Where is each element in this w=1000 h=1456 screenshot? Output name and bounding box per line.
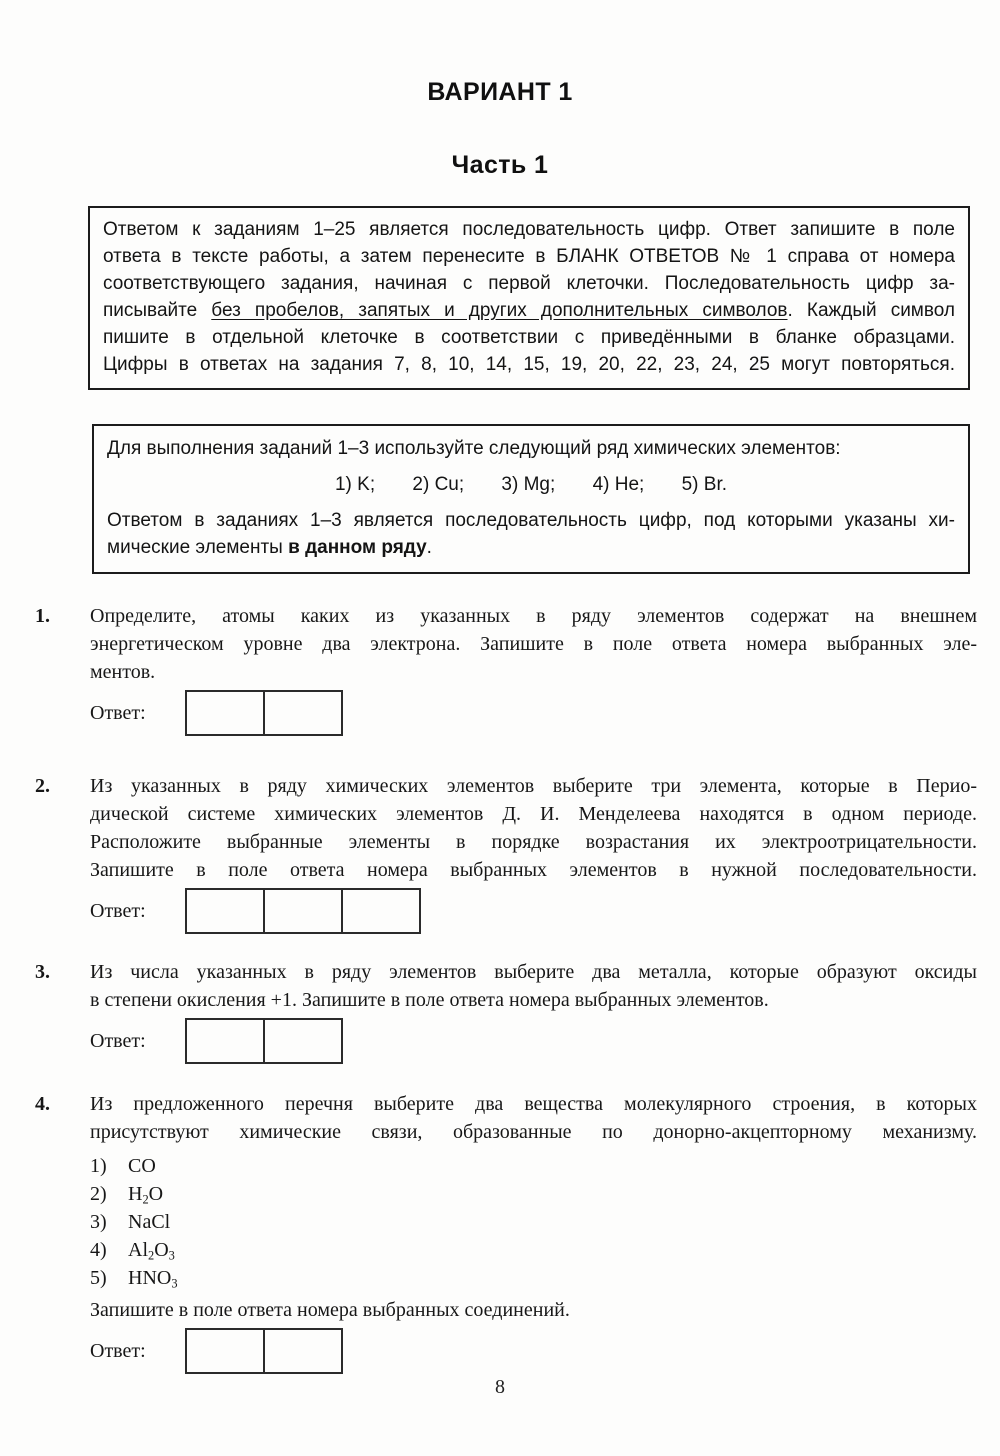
series-element-2: 2) Cu; xyxy=(412,474,465,495)
text-line: дической системе химических элементов Д. И. Менделеева находятся в одном периоде. xyxy=(90,803,977,825)
page-subtitle: Часть 1 xyxy=(451,151,549,179)
answer-box xyxy=(185,888,421,934)
series-element-5: 5) Br. xyxy=(681,474,727,495)
option-number: 3) xyxy=(90,1211,107,1233)
answer-box xyxy=(185,1018,343,1064)
text-segment: . Каждый символ xyxy=(787,300,955,321)
questions-section xyxy=(0,602,1000,1374)
question-number: 2. xyxy=(35,775,50,797)
answer-label: Ответ: xyxy=(90,1029,146,1052)
question-text xyxy=(90,772,977,884)
answer-cell[interactable] xyxy=(341,890,419,932)
text-segment: мические элементы xyxy=(107,537,289,558)
series-element-3: 3) Mg; xyxy=(501,474,556,495)
answer-box xyxy=(185,1328,343,1374)
underlined-text: без пробелов, запятых и других дополнительных символов xyxy=(211,300,788,321)
answer-row xyxy=(90,690,977,736)
text-line: Из указанных в ряду химических элементов выберите три элемента, которые в Перио- xyxy=(90,775,977,797)
option-formula: NaCl xyxy=(128,1211,171,1233)
question-number: 1. xyxy=(35,605,50,627)
option-row xyxy=(90,1208,977,1236)
text-line: соответствующего задания, начиная с первой клеточки. Последовательность цифр за- xyxy=(103,273,955,294)
question-number: 3. xyxy=(35,961,50,983)
answer-cell[interactable] xyxy=(263,692,341,734)
text-line: в степени окисления +1. Запишите в поле ответа номера выбранных элементов. xyxy=(90,989,769,1011)
page-number: 8 xyxy=(495,1376,505,1398)
option-row xyxy=(90,1236,977,1264)
option-formula: CO xyxy=(128,1155,156,1177)
option-formula: $Al_2O_3$ xyxy=(128,1239,175,1263)
series-element-1: 1) K; xyxy=(334,474,376,495)
question-number: 4. xyxy=(35,1093,50,1115)
after-options-text: Запишите в поле ответа номера выбранных соединений. xyxy=(90,1299,570,1321)
option-formula: $H_2O$ xyxy=(128,1183,164,1207)
question-text xyxy=(90,1090,977,1146)
text-line: энергетическом уровне два электрона. Запишите в поле ответа номера выбранных эле- xyxy=(90,633,977,655)
answer-cell[interactable] xyxy=(263,890,341,932)
elements-box-intro: Для выполнения заданий 1–3 используйте следующий ряд химических элементов: xyxy=(107,438,841,459)
text-line: Из предложенного перечня выберите два вещества молекулярного строения, в которых xyxy=(90,1093,977,1115)
text-line: ментов. xyxy=(90,661,156,683)
question-text xyxy=(90,958,977,1014)
answer-cell[interactable] xyxy=(187,692,263,734)
option-number: 5) xyxy=(90,1267,107,1289)
answer-cell[interactable] xyxy=(187,1330,263,1372)
text-line xyxy=(103,297,955,324)
answer-cell[interactable] xyxy=(187,890,263,932)
question-2 xyxy=(35,772,977,934)
series-element-4: 4) He; xyxy=(592,474,645,495)
question-text xyxy=(90,602,977,686)
elements-box xyxy=(92,424,970,574)
bold-text: в данном ряду xyxy=(288,537,427,558)
text-line: Расположите выбранные элементы в порядке возрастания их электроотрицательности. xyxy=(90,831,977,853)
option-row xyxy=(90,1264,977,1292)
text-line xyxy=(107,534,955,561)
text-line: Ответом в заданиях 1–3 является последовательность цифр, под которыми указаны хи- xyxy=(107,510,955,531)
page-title: ВАРИАНТ 1 xyxy=(427,78,573,106)
text-line: присутствуют химические связи, образованные по донорно-акцепторному механизму. xyxy=(90,1121,977,1143)
elements-box-outro xyxy=(107,507,955,561)
elements-series xyxy=(107,471,955,498)
text-line: Запишите в поле ответа номера выбранных элементов в нужной последовательности. xyxy=(90,859,977,881)
answer-row xyxy=(90,1018,977,1064)
text-line: Цифры в ответах на задания 7, 8, 10, 14, 15, 19, 20, 22, 23, 24, 25 могут повторяться. xyxy=(103,354,955,375)
question-3 xyxy=(35,958,977,1064)
options-list xyxy=(90,1152,977,1292)
option-number: 4) xyxy=(90,1239,107,1261)
option-formula: $HNO_3$ xyxy=(128,1267,178,1291)
text-line: Из числа указанных в ряду элементов выберите два металла, которые образуют оксиды xyxy=(90,961,977,983)
question-1 xyxy=(35,602,977,736)
instruction-box xyxy=(88,206,970,390)
answer-label: Ответ: xyxy=(90,1339,146,1362)
answer-row xyxy=(90,888,977,934)
question-4 xyxy=(35,1090,977,1374)
answer-cell[interactable] xyxy=(263,1330,341,1372)
text-line: пишите в отдельной клеточке в соответствии с приведёнными в бланке образцами. xyxy=(103,327,955,348)
text-segment: писывайте xyxy=(103,300,212,321)
text-line: Определите, атомы каких из указанных в ряду элементов содержат на внешнем xyxy=(90,605,977,627)
answer-row xyxy=(90,1328,977,1374)
text-line: Ответом к заданиям 1–25 является последовательность цифр. Ответ запишите в поле xyxy=(103,219,955,240)
answer-label: Ответ: xyxy=(90,701,146,724)
answer-box xyxy=(185,690,343,736)
option-row xyxy=(90,1152,977,1180)
text-segment: . xyxy=(426,537,432,558)
answer-cell[interactable] xyxy=(187,1020,263,1062)
option-number: 1) xyxy=(90,1155,107,1177)
option-number: 2) xyxy=(90,1183,107,1205)
text-line: ответа в тексте работы, а затем перенесите в БЛАНК ОТВЕТОВ № 1 справа от номера xyxy=(103,246,955,267)
answer-cell[interactable] xyxy=(263,1020,341,1062)
answer-label: Ответ: xyxy=(90,899,146,922)
option-row xyxy=(90,1180,977,1208)
